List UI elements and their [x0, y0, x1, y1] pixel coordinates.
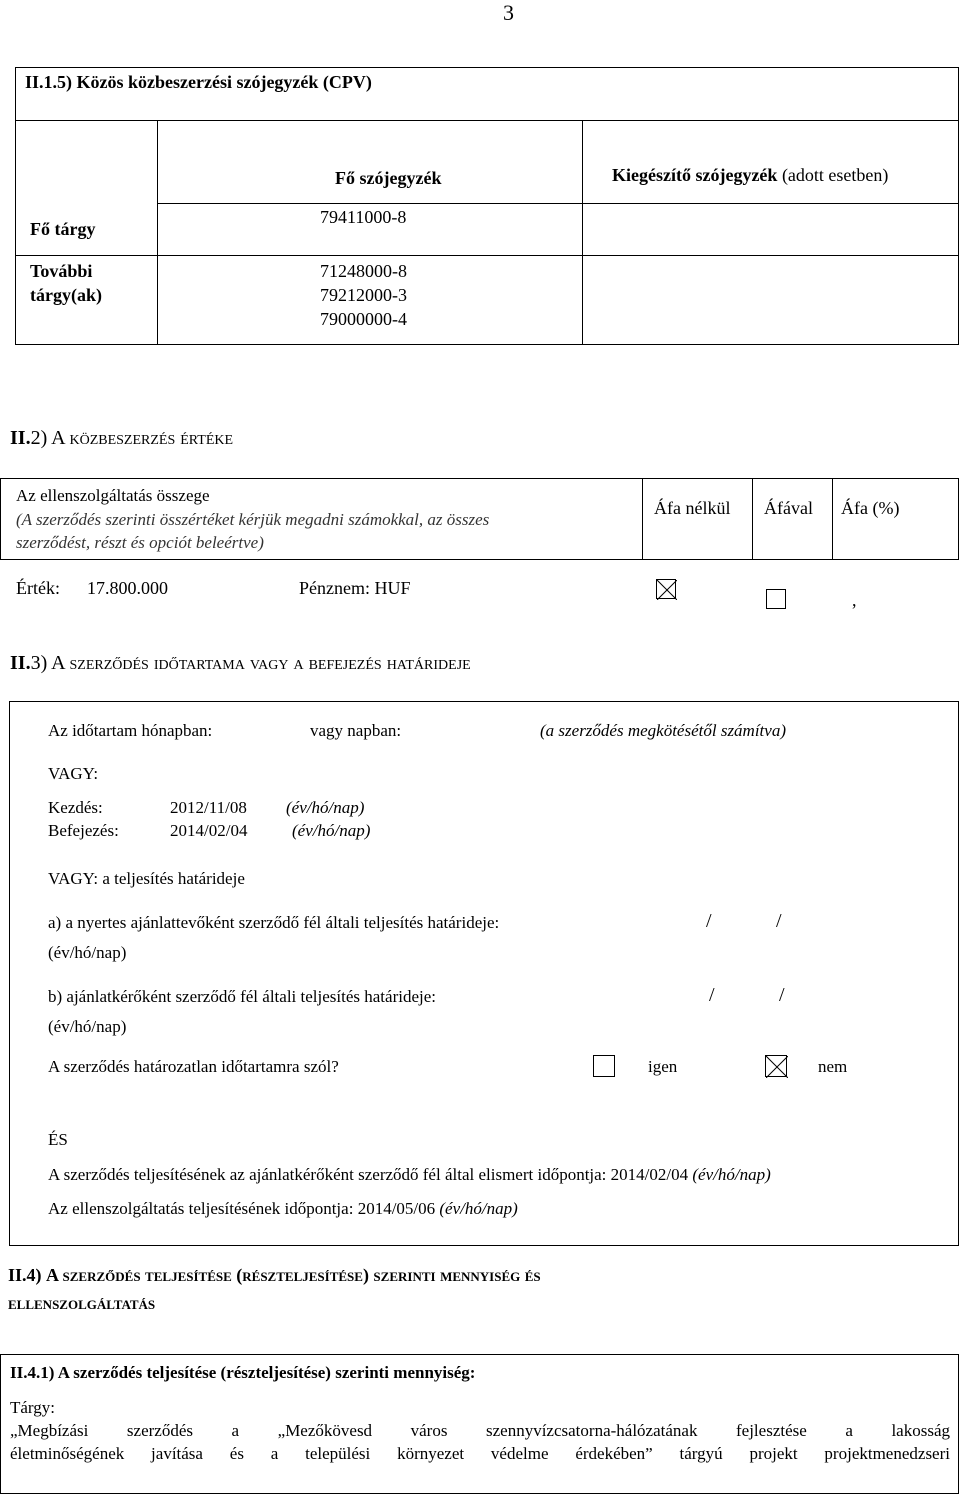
cpv-row-fo-targy: Fő tárgy	[30, 219, 96, 239]
col-afa-nelkul: Áfa nélkül	[654, 498, 731, 518]
cpv-col-extra	[612, 165, 888, 186]
value-note-2: szerződést, részt és opciót beleértve)	[16, 533, 264, 552]
duration-section-title: II.3) A szerződés időtartama vagy a befejezés határideje	[10, 652, 471, 674]
penznem: Pénznem: HUF	[299, 578, 411, 598]
b-slash-2: /	[779, 984, 785, 1006]
afa-nelkul-checkbox[interactable]	[656, 579, 676, 599]
ellenszolg-line: Az ellenszolgáltatás teljesítésének időpontja: 2014/05/06 (év/hó/nap)	[48, 1199, 518, 1218]
check-x-icon	[766, 1056, 788, 1078]
targy-line-1: „Megbízási szerződés a „Mezőkövesd város szennyvízcsatorna-hálózatának fejlesztése a lakosság	[10, 1421, 950, 1440]
kezdes-label: Kezdés:	[48, 798, 103, 817]
value-heading: Az ellenszolgáltatás összege	[16, 486, 210, 505]
cpv-main-code: 79411000-8	[320, 207, 407, 227]
cpv-col-main: Fő szójegyzék	[335, 168, 442, 188]
check-x-icon	[657, 580, 677, 600]
cpv-extra-code-3: 79000000-4	[320, 309, 407, 329]
cpv-row-tovabbi-1: További	[30, 261, 93, 281]
vagy-label-1: VAGY:	[48, 764, 99, 783]
b-fmt: (év/hó/nap)	[48, 1017, 127, 1036]
vagy-napban: vagy napban:	[310, 721, 402, 740]
kezdes-value: 2012/11/08	[170, 798, 247, 817]
a-fmt: (év/hó/nap)	[48, 943, 127, 962]
targy-line-2: életminőségének javítása és a települési környezet védelme érdekében” tárgyú projekt projektmenedzseri	[10, 1444, 950, 1463]
vagy-label-2: VAGY: a teljesítés határideje	[48, 869, 245, 888]
befejezes-value: 2014/02/04	[170, 821, 248, 840]
a-slash-1: /	[706, 910, 712, 932]
value-note-1: (A szerződés szerinti összértéket kérjük megadni számokkal, az összes	[16, 510, 490, 529]
igen-label: igen	[648, 1057, 678, 1076]
cpv-extra-code-1: 71248000-8	[320, 261, 407, 281]
kezdes-fmt: (év/hó/nap)	[286, 798, 365, 817]
value-section-title: II.2) A közbeszerzés értéke	[10, 427, 234, 449]
targy-label: Tárgy:	[10, 1398, 56, 1417]
afa-pct-value: ,	[852, 590, 857, 610]
es-label: ÉS	[48, 1130, 68, 1149]
a-hatarido: a) a nyertes ajánlattevőként szerződő fél általi teljesítés határideje:	[48, 913, 500, 932]
ellenszolg-value: 2014/05/06	[357, 1199, 436, 1218]
befejezes-label: Befejezés:	[48, 821, 119, 840]
col-afaval: Áfával	[764, 498, 813, 518]
b-hatarido: b) ajánlatkérőként szerződő fél általi teljesítés határideje:	[48, 987, 436, 1006]
section4-title-1: II.4) A szerződés teljesítése (részteljesítése) szerinti mennyiség és	[8, 1265, 541, 1285]
igen-checkbox[interactable]	[593, 1055, 615, 1077]
section4-title-2: ellenszolgáltatás	[8, 1293, 156, 1313]
col-afa-pct: Áfa (%)	[841, 498, 900, 518]
section4-subtitle: II.4.1) A szerződés teljesítése (részteljesítése) szerinti mennyiség:	[10, 1363, 476, 1382]
afaval-checkbox[interactable]	[766, 589, 786, 609]
b-slash-1: /	[709, 984, 715, 1006]
cpv-row-tovabbi-2: tárgy(ak)	[30, 285, 102, 305]
nem-checkbox[interactable]	[765, 1055, 787, 1077]
nem-label: nem	[818, 1057, 848, 1076]
elismert-value: 2014/02/04	[610, 1165, 689, 1184]
penznem-value: HUF	[374, 578, 411, 598]
idotartam-label: Az időtartam hónapban:	[48, 721, 213, 740]
ertek-value: 17.800.000	[87, 578, 168, 598]
szamitva-note: (a szerződés megkötésétől számítva)	[540, 721, 786, 740]
hatarozatlan-question: A szerződés határozatlan időtartamra szól?	[48, 1057, 339, 1076]
cpv-col-extra-rest: (adott esetben)	[781, 165, 889, 185]
elismert-line: A szerződés teljesítésének az ajánlatkérőként szerződő fél által elismert időpontja: 2014/02/04 (év/hó/nap)	[48, 1165, 771, 1184]
cpv-col-extra-bold: Kiegészítő szójegyzék	[612, 165, 778, 185]
ertek-label: Érték:	[16, 578, 60, 598]
befejezes-fmt: (év/hó/nap)	[292, 821, 371, 840]
cpv-title: II.1.5) Közös közbeszerzési szójegyzék (CPV)	[25, 72, 372, 92]
page-number: 3	[503, 0, 514, 25]
cpv-extra-code-2: 79212000-3	[320, 285, 407, 305]
a-slash-2: /	[776, 910, 782, 932]
